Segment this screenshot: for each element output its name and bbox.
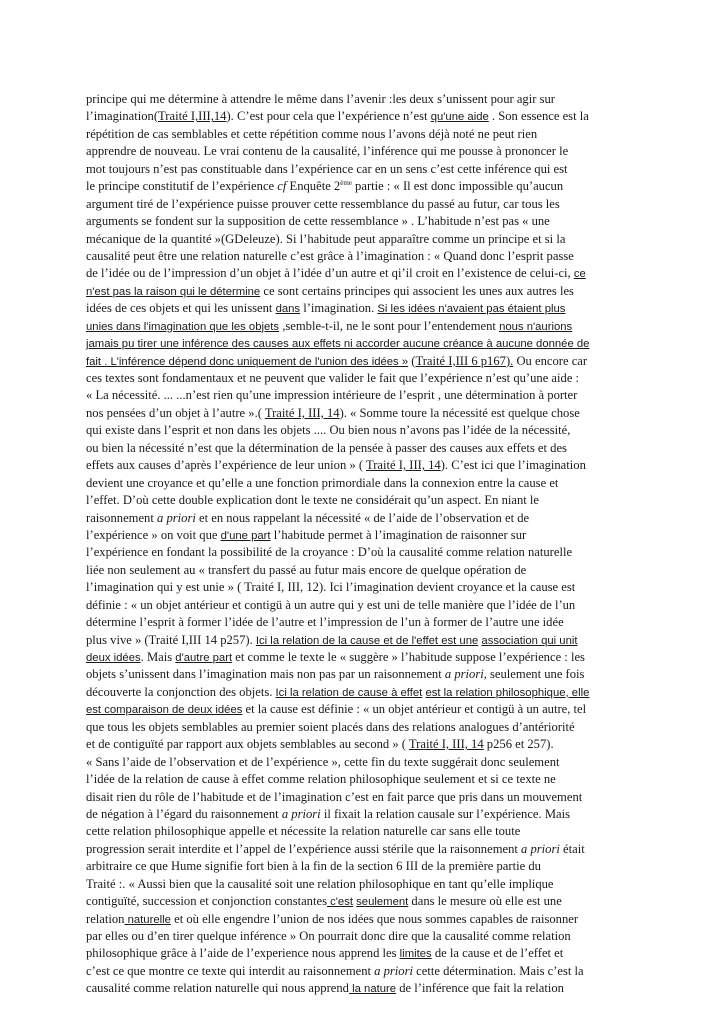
text-line <box>86 353 646 370</box>
text-run: ème <box>340 179 352 188</box>
underlined-text: la nature <box>348 983 397 996</box>
text-run: que tous les objets semblables au premier soient placés dans des relations analogues d’antériorité <box>86 719 575 734</box>
text-run: l’idée de la relation de cause à effet comme relation philosophique seulement et si ce texte ne <box>86 772 556 787</box>
text-line <box>86 876 646 893</box>
text-line <box>86 300 646 317</box>
text-run: dans le mesure où elle est une <box>408 894 562 909</box>
text-run: l’imagination qui y est unie » ( Traité I, III, 12). Ici l’imagination devient croyance et la cause est <box>86 580 576 595</box>
text-run: et en nous rappelant la nécessité « de l’aide de l’observation et de <box>195 510 530 525</box>
text-run: , seulement une fois <box>483 667 585 682</box>
underlined-text: d'autre part <box>175 652 233 664</box>
text-line <box>86 544 646 561</box>
text-run: ). C’est ici que l’imagination <box>440 458 586 473</box>
text-line <box>86 893 646 910</box>
text-line <box>86 387 646 404</box>
text-run: cette détermination. Mais c’est la <box>413 963 584 978</box>
text-line <box>86 806 646 823</box>
text-run: ,semble-t-il, ne le sont pour l’entendement <box>279 318 500 333</box>
text-run: le principe constitutif de l’expérience <box>86 179 278 194</box>
underlined-text: jamais pu tirer une inférence des causes aux effets ni accorder aucune créance à aucune donnée de <box>86 338 590 351</box>
text-line <box>86 335 646 352</box>
text-run: l’effet. D’où cette double explication dont le texte ne considérait qu’un aspect. En niant le <box>86 493 539 508</box>
text-line <box>86 597 646 614</box>
text-line <box>86 911 646 928</box>
text-run: l’imagination( <box>86 109 159 124</box>
text-run: ). « Somme toure la nécessité est quelque chose <box>339 405 580 420</box>
text-line <box>86 771 646 788</box>
text-run: ce sont certains principes qui associent les unes aux autres les <box>260 283 574 298</box>
text-run: l’imagination. <box>300 301 378 316</box>
text-run: devient une croyance et qu’elle a une fonction primordiale dans la connexion entre la cause et <box>86 475 559 490</box>
text-run: nos pensées d’un objet à l’autre ».( <box>86 405 265 420</box>
text-run: et comme le texte le « suggère » l’habitude suppose l’expérience : les <box>232 650 585 664</box>
underlined-text: Traité I,III,14 <box>158 109 227 124</box>
text-run: par elles ou d’en tirer quelque inférence » On pourrait donc dire que la causalité comme relation <box>86 929 571 943</box>
underlined-text: Traité I, III, 14 <box>365 458 441 473</box>
text-run: Traité :. « Aussi bien que la causalité soit une relation philosophique en tant qu’elle implique <box>86 876 554 891</box>
text-run: raisonnement <box>86 510 157 525</box>
underlined-text: dans <box>275 303 301 316</box>
text-run: c’est ce que montre ce texte qui interdit au raisonnement <box>86 963 375 978</box>
underlined-text: est la relation philosophique, elle <box>425 686 590 699</box>
text-run: liée non seulement au « transfert du passé au futur mais encore de quelque opération de <box>86 562 527 577</box>
text-run: causalité peut être une relation naturelle c’est grâce à l’imagination : « Quand donc l’esprit passe <box>86 248 574 263</box>
text-run: définie : « un objet antérieur et contigü à un autre qui y est uni de telle manière que l’idée de l’un <box>86 597 576 612</box>
text-line <box>86 440 646 457</box>
italic-text: a priori <box>521 841 560 856</box>
text-line <box>86 736 646 753</box>
text-run: cette relation philosophique appelle et nécessite la relation naturelle car sans elle toute <box>86 824 521 839</box>
text-run: de négation à l’égard du raisonnement <box>86 806 282 821</box>
underlined-text: limites <box>399 948 432 961</box>
text-line <box>86 143 646 160</box>
text-line <box>86 562 646 579</box>
italic-text: a priori <box>444 667 484 682</box>
text-run: découverte la conjonction des objets. <box>86 684 276 699</box>
text-run: et la cause est définie : « un objet antérieur et contigü à un autre, tel <box>242 702 587 717</box>
text-line <box>86 126 646 143</box>
text-line <box>86 248 646 265</box>
underlined-text: fait . L'inférence dépend donc uniquement de l'union des idées » <box>86 355 409 368</box>
text-run: et où elle engendre l’union de nos idées que nous sommes capables de raisonner <box>170 911 579 926</box>
text-line <box>86 632 646 649</box>
body-text <box>86 91 646 998</box>
text-run: de l’inférence que fait la relation <box>396 981 564 996</box>
italic-text: cf <box>277 179 287 194</box>
text-run: arguments se fondent sur la supposition de cette ressemblance » . L’habitude n’est pas « une <box>86 214 550 229</box>
text-line <box>86 318 646 335</box>
text-run: argument tiré de l’expérience puisse prouver cette ressemblance du passé au futur, car tous les <box>86 196 560 211</box>
text-run: partie : « Il est donc impossible qu’aucun <box>351 179 564 194</box>
underlined-text: Ici la relation de la cause et de l'effet est une <box>255 634 479 647</box>
text-run: philosophique grâce à l’aide de l’experience nous apprend les <box>86 946 400 961</box>
text-run: mécanique de la quantité »(GDeleuze). Si l’habitude peut apparaître comme un principe et si la <box>86 231 566 246</box>
underlined-text: Traité I, III, 14 <box>408 737 484 752</box>
text-run: mot toujours n’est pas constituable dans l’expérience car en un sens c’est cette inférence qui est <box>86 161 568 176</box>
text-line <box>86 475 646 492</box>
text-run: Enquête 2 <box>286 179 341 194</box>
text-line <box>86 161 646 178</box>
text-run: ). C’est pour cela que l’expérience n’est <box>226 109 431 124</box>
underlined-text: est comparaison de deux idées <box>86 704 243 717</box>
text-run: répétition de cas semblables et cette répétition comme nous l’avons déjà noté ne peut rien <box>86 126 538 141</box>
text-run: Ou encore car <box>513 353 588 368</box>
text-line <box>86 684 646 701</box>
text-run: idées de ces objets et qui les unissent <box>86 301 276 316</box>
text-run: p256 et 257). <box>483 737 554 752</box>
text-line <box>86 789 646 806</box>
text-run: principe qui me détermine à attendre le même dans l’avenir :les deux s’unissent pour agir sur <box>86 92 555 106</box>
text-run: apprendre de nouveau. Le vrai contenu de la causalité, l’inférence qui me pousse à prononcer le <box>86 144 569 159</box>
text-line <box>86 457 646 474</box>
underlined-text: d'une part <box>220 529 271 542</box>
text-run: « La nécessité. ... ...n’est rien qu’une impression intérieure de l’esprit , une détermination à porter <box>86 388 578 403</box>
text-line <box>86 963 646 980</box>
text-line <box>86 719 646 736</box>
text-line <box>86 649 646 666</box>
text-run: de l’idée ou de l’impression d’un objet à l’idée d’un autre et qi’il croit en l’existence de celui-ci, <box>86 266 574 281</box>
underlined-text: (Traité I,III 6 p167). <box>411 353 514 368</box>
text-run: l’expérience en fondant la possibilité de la croyance : D’où la causalité comme relation naturelle <box>86 545 573 560</box>
text-run: « Sans l’aide de l’observation et de l’expérience », cette fin du texte suggérait donc seulement <box>86 754 560 769</box>
italic-text: a priori <box>281 806 321 821</box>
text-line <box>86 858 646 875</box>
text-run: effets aux causes d’après l’expérience de leur union » ( <box>86 458 366 473</box>
text-run: causalité comme relation naturelle qui nous apprend <box>86 981 349 996</box>
text-run: relation <box>86 911 125 926</box>
text-line <box>86 91 646 108</box>
underlined-text: association qui unit <box>481 634 578 647</box>
underlined-text: c'est <box>326 896 353 909</box>
text-run: était <box>559 841 585 856</box>
text-line <box>86 579 646 596</box>
text-run: ces textes sont fondamentaux et ne peuvent que valider le fait que l’expérience n’est qu’une aide : <box>86 371 580 385</box>
underlined-text: unies dans l'imagination que les objets <box>86 320 280 333</box>
underlined-text: naturelle <box>124 913 171 926</box>
text-line <box>86 196 646 213</box>
underlined-text: Traité I, III, 14 <box>264 405 340 420</box>
text-run: plus vive » (Traité I,III 14 p257). <box>86 632 256 647</box>
italic-text: a priori <box>157 510 196 525</box>
text-line <box>86 283 646 300</box>
underlined-text: qu'une aide <box>430 111 489 124</box>
text-line <box>86 265 646 282</box>
text-line <box>86 370 646 387</box>
text-line <box>86 928 646 945</box>
underlined-text: n'est pas la raison qui le détermine <box>86 285 261 298</box>
text-run: disait rien du rôle de l’habitude et de l’imagination c’est en fait parce que pris dans un mouvement <box>86 789 583 804</box>
text-line <box>86 666 646 683</box>
text-line <box>86 422 646 439</box>
underlined-text: Si les idées n'avaient pas étaient plus <box>377 303 566 316</box>
text-run: l’habitude permet à l’imagination de raisonner sur <box>270 527 527 542</box>
text-line <box>86 980 646 997</box>
text-run: arbitraire ce que Hume signifie fort bien à la fin de la section 6 III de la première partie du <box>86 859 541 874</box>
text-run: progression serait interdite et l’appel de l’expérience aussi stérile que la raisonnement <box>86 841 522 856</box>
text-line <box>86 841 646 858</box>
text-line <box>86 213 646 230</box>
text-run: . Mais <box>140 650 176 664</box>
text-run: de la cause et de l’effet et <box>431 946 564 961</box>
text-run: contiguïté, succession et conjonction constantes <box>86 894 327 909</box>
text-line <box>86 510 646 527</box>
underlined-text: deux idées <box>86 652 141 664</box>
text-line <box>86 405 646 422</box>
text-line <box>86 108 646 125</box>
text-line <box>86 701 646 718</box>
italic-text: a priori <box>374 963 413 978</box>
text-line <box>86 614 646 631</box>
text-line <box>86 754 646 771</box>
text-run: objets s’unissent dans l’imagination mais non pas par un raisonnement <box>86 667 445 682</box>
text-run: ou bien la nécessité n’est que la détermination de la pensée à passer des causes aux effets et des <box>86 440 567 455</box>
text-line <box>86 945 646 962</box>
text-run: qui existe dans l’esprit et non dans les objets .... Ou bien nous n’avons pas l’idée de la nécessité, <box>86 423 571 438</box>
text-line <box>86 231 646 248</box>
text-run: l’expérience » on voit que <box>86 527 221 542</box>
underlined-text: nous n'aurions <box>499 320 573 333</box>
text-line <box>86 178 646 195</box>
underlined-text: seulement <box>356 896 409 909</box>
text-run: . Son essence est la <box>488 109 589 124</box>
underlined-text: ce <box>573 268 586 281</box>
text-line <box>86 527 646 544</box>
underlined-text: Ici la relation de cause à effet <box>275 686 423 699</box>
text-line <box>86 492 646 509</box>
text-line <box>86 823 646 840</box>
text-run: il fixait la relation causale sur l’expérience. Mais <box>320 806 571 821</box>
text-run: détermine l’esprit à former l’idée de l’autre et l’impression de l’un à former de l’autre une idée <box>86 615 564 630</box>
text-run: et de contiguïté par rapport aux objets semblables au second » ( <box>86 737 409 752</box>
